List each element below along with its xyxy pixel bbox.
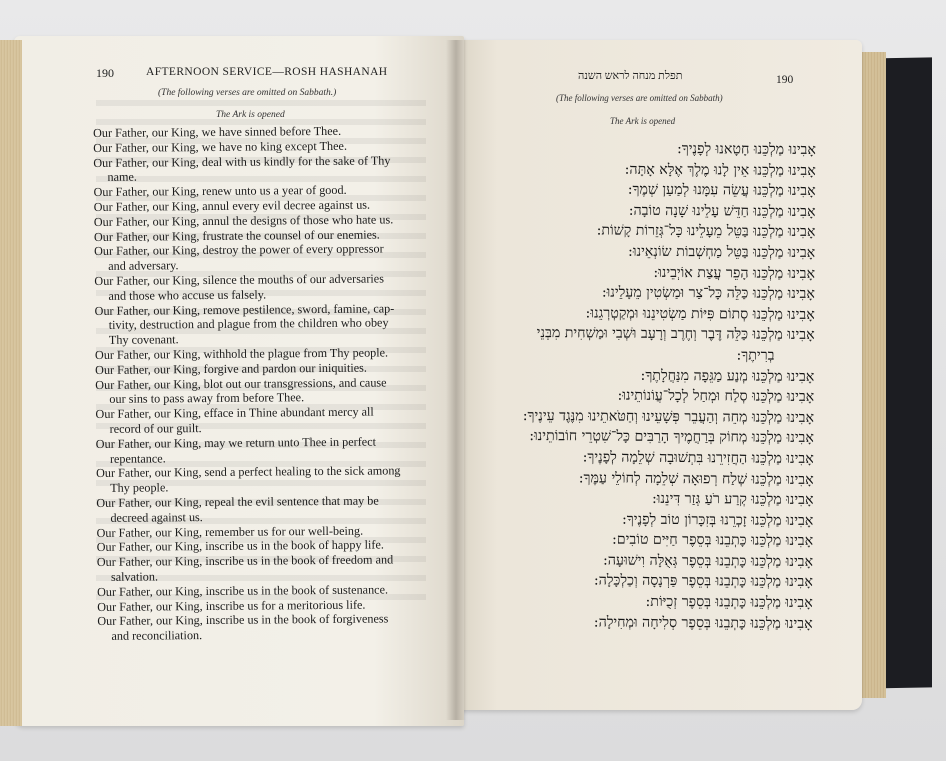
hebrew-prayer-line: אָבִינוּ מַלְכֵּנוּ מְחוֹק בְּרַחֲמֶיךָ הָרַבִּים כָּל־שִׁטְרֵי חוֹבוֹתֵינוּ: — [529, 428, 814, 447]
hebrew-prayer-line: אָבִינוּ מַלְכֵּנוּ אֵין לָנוּ מֶלֶךְ אֶלָּא אָתָּה: — [624, 161, 816, 179]
english-prayer-line: Our Father, our King, silence the mouths of our adversaries — [94, 271, 384, 288]
hebrew-prayer-line: אָבִינוּ מַלְכֵּנוּ מְחֵה וְהַעֲבֵר פְּשָׁעֵינוּ וְחַטֹּאתֵינוּ מִנֶּגֶד עֵינֶיךָ: — [522, 407, 815, 426]
left-sabbath-note: (The following verses are omitted on Sabbath.) — [158, 88, 337, 98]
hebrew-prayer-line: אָבִינוּ מַלְכֵּנוּ מְנַע מַגֵּפָה מִנַּחֲלָתֶךָ: — [640, 367, 815, 385]
right-page-text — [477, 138, 816, 635]
english-prayer-line: name. — [107, 170, 137, 185]
english-prayer-line: Our Father, our King, inscribe us in the book of happy life. — [96, 537, 384, 555]
english-prayer-line: Our Father, our King, remove pestilence, sword, famine, cap- — [94, 300, 395, 318]
english-prayer-line: Our Father, our King, destroy the power of every oppressor — [94, 241, 384, 259]
left-page-text — [93, 123, 433, 644]
hebrew-prayer-line: אָבִינוּ מַלְכֵּנוּ עֲשֵׂה עִמָּנוּ לְמַעַן שְׁמֶךָ: — [627, 181, 816, 200]
english-prayer-line: repentance. — [109, 450, 166, 466]
hebrew-prayer-line: אָבִינוּ מַלְכֵּנוּ כַּלֵּה כָּל־צַר וּמַשְׂטִין מֵעָלֵינוּ: — [601, 284, 815, 303]
right-sabbath-note: (The following verses are omitted on Sabbath) — [556, 93, 723, 103]
english-prayer-line: our sins to pass away from before Thee. — [109, 390, 305, 407]
left-running-head: AFTERNOON SERVICE—ROSH HASHANAH — [146, 66, 388, 78]
hebrew-prayer-line: אָבִינוּ מַלְכֵּנוּ כָּתְבֵנוּ בְּסֵפֶר זְכֻיּוֹת: — [645, 593, 813, 612]
english-prayer-line: record of our guilt. — [109, 421, 202, 436]
hebrew-prayer-line: אָבִינוּ מַלְכֵּנוּ זָכְרֵנוּ בְּזִכָּרוֹן טוֹב לְפָנֶיךָ: — [621, 511, 814, 529]
english-prayer-line: Our Father, our King, we have sinned before Thee. — [93, 123, 342, 140]
english-prayer-line: Our Father, our King, inscribe us in the book of freedom and — [96, 552, 394, 570]
english-prayer-line: Our Father, our King, withhold the plague from Thy people. — [94, 345, 389, 362]
english-prayer-line: Our Father, our King, blot out our transgressions, and cause — [95, 374, 387, 392]
english-prayer-line: Our Father, our King, repeal the evil sentence that may be — [96, 493, 379, 510]
english-prayer-line: Our Father, our King, efface in Thine abundant mercy all — [95, 404, 374, 422]
hebrew-prayer-line: אָבִינוּ מַלְכֵּנוּ כָּתְבֵנוּ בְּסֵפֶר גְּאֻלָּה וִישׁוּעָה: — [602, 552, 814, 570]
hebrew-prayer-line: אָבִינוּ מַלְכֵּנוּ קְרַע רֹעַ גְּזַר דִּינֵנוּ: — [651, 490, 814, 509]
english-prayer-line: Our Father, our King, we have no king except Thee. — [93, 138, 348, 155]
right-running-head: תפלת מנחה לראש השנה — [578, 70, 683, 82]
hebrew-prayer-line: אָבִינוּ מַלְכֵּנוּ הָפֵר עֲצַת אוֹיְבֵינוּ: — [653, 264, 816, 282]
hebrew-prayer-line: אָבִינוּ מַלְכֵּנוּ בַּטֵּל מֵעָלֵינוּ כָּל־גְּזֵרוֹת קָשׁוֹת: — [596, 222, 816, 241]
english-prayer-line: Our Father, our King, forgive and pardon our iniquities. — [95, 360, 367, 377]
english-prayer-line: Thy covenant. — [108, 332, 179, 348]
hebrew-prayer-line: אָבִינוּ מַלְכֵּנוּ בַּטֵּל מַחְשְׁבוֹת שׂוֹנְאֵינוּ: — [628, 243, 816, 261]
english-prayer-line: salvation. — [110, 569, 159, 584]
hebrew-prayer-line: אָבִינוּ מַלְכֵּנוּ סְתוֹם פִּיּוֹת מַשְׂטִינֵנוּ וּמְקַטְרְגֵנוּ: — [585, 305, 815, 323]
english-prayer-line: tivity, destruction and plague from the children who obey — [108, 315, 389, 333]
english-prayer-line: Our Father, our King, inscribe us for a meritorious life. — [97, 597, 366, 614]
english-prayer-line: decreed against us. — [110, 509, 203, 525]
english-prayer-line: and reconciliation. — [111, 628, 203, 643]
english-prayer-line: Thy people. — [110, 480, 169, 495]
left-page-number: 190 — [96, 66, 114, 80]
english-prayer-line: Our Father, our King, deal with us kindly for the sake of Thy — [93, 152, 391, 170]
hebrew-prayer-line: אָבִינוּ מַלְכֵּנוּ חָטָאנוּ לְפָנֶיךָ: — [676, 141, 816, 158]
right-page-number: 190 — [776, 74, 794, 86]
english-prayer-line: Our Father, our King, remember us for our well-being. — [96, 523, 364, 540]
english-prayer-line: and adversary. — [108, 258, 179, 274]
english-prayer-line: Our Father, our King, inscribe us in the book of forgiveness — [97, 611, 389, 629]
hebrew-prayer-line: אָבִינוּ מַלְכֵּנוּ כָּתְבֵנוּ בְּסֵפֶר פַּרְנָסָה וְכַלְכָּלָה: — [593, 572, 813, 591]
hebrew-prayer-line: אָבִינוּ מַלְכֵּנוּ כַּלֵּה דֶּבֶר וְחֶרֶב וְרָעָב וּשְׁבִי וּמַשְׁחִית מִבְּנֵי — [536, 325, 815, 344]
english-prayer-line: Our Father, our King, frustrate the counsel of our enemies. — [93, 227, 380, 244]
page-edges-left — [0, 40, 22, 726]
hebrew-prayer-line: אָבִינוּ מַלְכֵּנוּ חַדֵּשׁ עָלֵינוּ שָׁנָה טוֹבָה: — [628, 202, 816, 220]
hebrew-prayer-line: בְרִיתֶךָ: — [736, 347, 775, 364]
hebrew-prayer-line: אָבִינוּ מַלְכֵּנוּ הַחֲזִירֵנוּ בִּתְשׁוּבָה שְׁלֵמָה לְפָנֶיךָ: — [582, 449, 814, 467]
hebrew-prayer-line: אָבִינוּ מַלְכֵּנוּ כָּתְבֵנוּ בְּסֵפֶר חַיִּים טוֹבִים: — [611, 531, 814, 550]
english-prayer-line: Our Father, our King, annul every evil decree against us. — [93, 197, 371, 214]
english-prayer-line: Our Father, our King, inscribe us in the book of sustenance. — [97, 582, 389, 599]
english-prayer-line: Our Father, our King, annul the designs of those who hate us. — [93, 212, 394, 229]
right-ark-instruction: The Ark is opened — [610, 116, 676, 126]
english-prayer-line: and those who accuse us falsely. — [108, 287, 267, 303]
hebrew-prayer-line: אָבִינוּ מַלְכֵּנוּ סְלַח וּמְחַל לְכָל־עֲוֹנוֹתֵינוּ: — [617, 387, 815, 406]
hebrew-prayer-line: אָבִינוּ מַלְכֵּנוּ שְׁלַח רְפוּאָה שְׁלֵמָה לְחוֹלֵי עַמֶּךָ: — [578, 469, 814, 488]
hebrew-prayer-line: אָבִינוּ מַלְכֵּנוּ כָּתְבֵנוּ בְּסֵפֶר סְלִיחָה וּמְחִילָה: — [593, 614, 813, 632]
left-ark-instruction: The Ark is opened — [216, 110, 285, 120]
english-prayer-line: Our Father, our King, may we return unto Thee in perfect — [95, 434, 377, 451]
book-gutter — [446, 40, 466, 720]
english-prayer-line: Our Father, our King, send a perfect healing to the sick among — [95, 463, 401, 481]
english-prayer-line: Our Father, our King, renew unto us a year of good. — [93, 182, 347, 200]
